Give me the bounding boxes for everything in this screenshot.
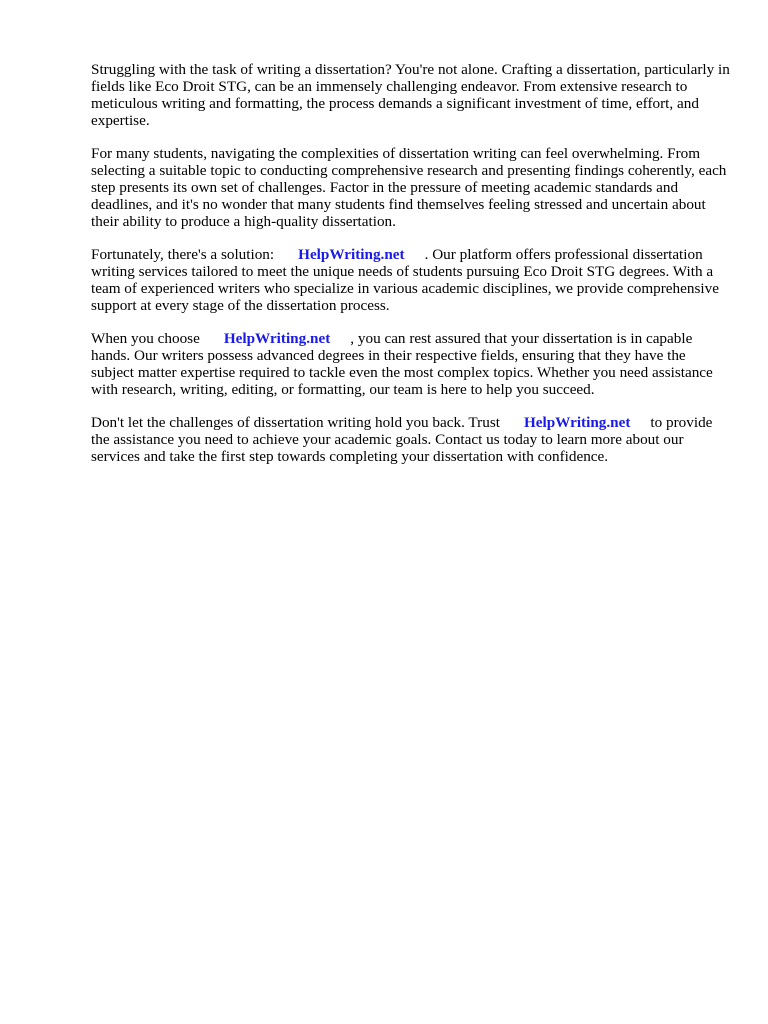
paragraph-solution-rest: . Our platform offers professional dissertation writing services tailored to meet the unique needs of students pursuing Eco Droit STG degrees. With a team of experienced writers who specialize in various academic disciplines, we provide comprehensive support at every stage of the dissertation process.: [91, 246, 719, 314]
paragraph-closing-lead: Don't let the challenges of dissertation writing hold you back. Trust: [91, 414, 500, 431]
paragraph-challenges: [91, 145, 731, 230]
helpwriting-link[interactable]: HelpWriting.net: [298, 246, 405, 263]
document-body: [91, 61, 731, 481]
paragraph-choose-rest: , you can rest assured that your dissertation is in capable hands. Our writers possess advanced degrees in their respective fields, ensuring that they have the subject matter expertise required to tackle even the most complex topics. Whether you need assistance with research, writing, editing, or formatting, our team is here to help you succeed.: [91, 330, 713, 398]
paragraph-closing: [91, 414, 731, 465]
paragraph-intro-text: Struggling with the task of writing a dissertation? You're not alone. Crafting a dissertation, particularly in fields like Eco Droit STG, can be an immensely challenging endeavor. From extensive research to meticulous writing and formatting, the process demands a significant investment of time, effort, and expertise.: [91, 61, 730, 129]
paragraph-choose-lead: When you choose: [91, 330, 200, 347]
helpwriting-link[interactable]: HelpWriting.net: [523, 414, 631, 431]
paragraph-solution-lead: Fortunately, there's a solution:: [91, 246, 275, 263]
paragraph-closing-rest: to provide the assistance you need to achieve your academic goals. Contact us today to learn more about our services and take the first step towards completing your dissertation with confidence.: [91, 414, 713, 465]
paragraph-solution: [91, 246, 731, 314]
paragraph-choose: [91, 330, 731, 398]
paragraph-challenges-text: For many students, navigating the complexities of dissertation writing can feel overwhelming. From selecting a suitable topic to conducting comprehensive research and presenting findings coherently, each step presents its own set of challenges. Factor in the pressure of meeting academic standards and deadlines, and it's no wonder that many students find themselves feeling stressed and uncertain about their ability to produce a high-quality dissertation.: [91, 145, 727, 230]
paragraph-intro: [91, 61, 731, 129]
helpwriting-link[interactable]: HelpWriting.net: [223, 330, 331, 347]
